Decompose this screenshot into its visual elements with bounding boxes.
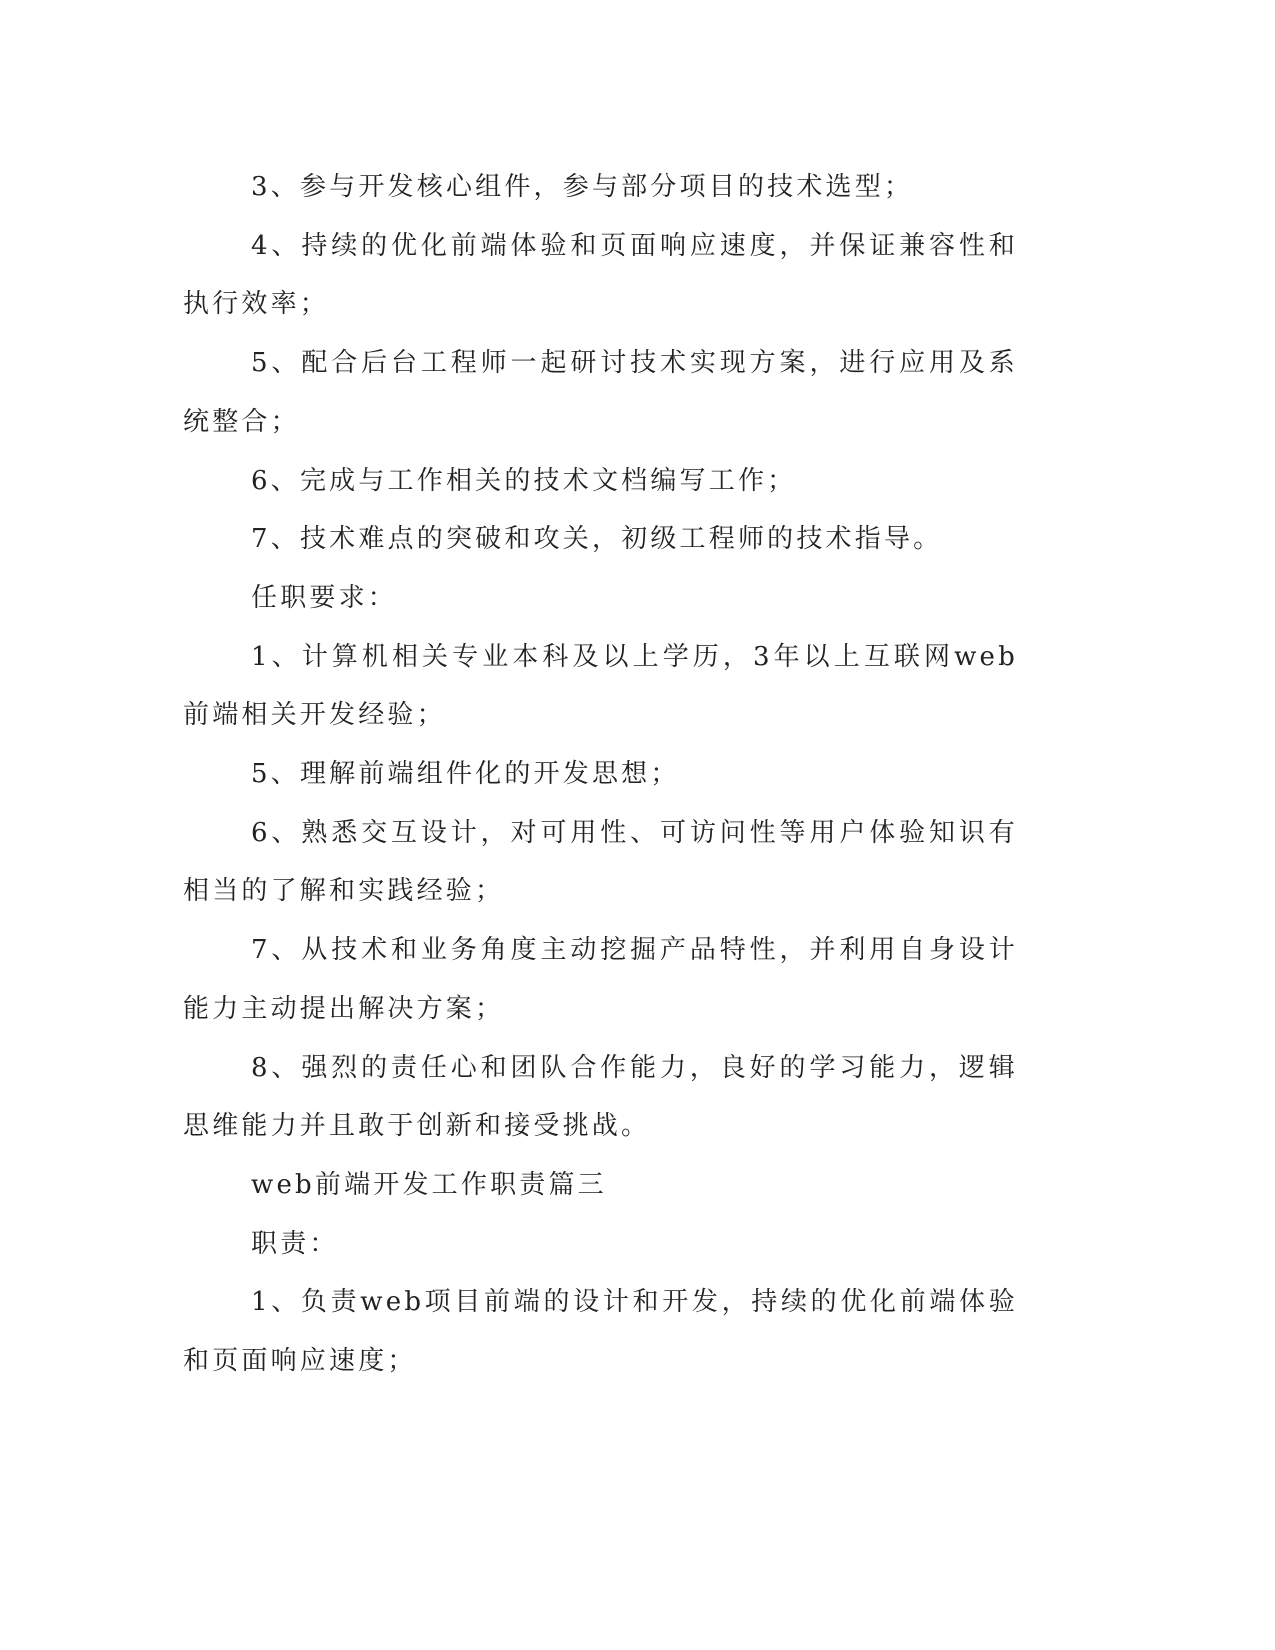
paragraph-duty-4: 4、持续的优化前端体验和页面响应速度，并保证兼容性和执行效率； [183,230,1018,320]
paragraph-duty-3: 3、参与开发核心组件，参与部分项目的技术选型； [251,172,914,202]
paragraph-requirement-5: 5、理解前端组件化的开发思想； [251,759,680,790]
paragraph-requirement-8: 8、强烈的责任心和团队合作能力，良好的学习能力，逻辑思维能力并且敢于创新和接受挑战。 [183,1052,1018,1142]
paragraph-requirement-1: 1、计算机相关专业本科及以上学历，3年以上互联网web前端相关开发经验； [183,641,1018,731]
paragraph-duty-7: 7、技术难点的突破和攻关，初级工程师的技术指导。 [251,524,943,555]
document-body [183,158,1018,1391]
paragraph-duty-5: 5、配合后台工程师一起研讨技术实现方案，进行应用及系统整合； [183,348,1018,437]
section-heading-requirements: 任职要求： [251,582,398,613]
paragraph-requirement-6: 6、熟悉交互设计，对可用性、可访问性等用户体验知识有相当的了解和实践经验； [183,817,1018,907]
paragraph-part3-duty-1: 1、负责web项目前端的设计和开发，持续的优化前端体验和页面响应速度； [183,1287,1018,1377]
section-title-part-three: web前端开发工作职责篇三 [251,1169,607,1200]
section-heading-duties: 职责： [251,1228,339,1259]
paragraph-duty-6: 6、完成与工作相关的技术文档编写工作； [251,465,797,496]
paragraph-requirement-7: 7、从技术和业务角度主动挖掘产品特性，并利用自身设计能力主动提出解决方案； [183,935,1018,1024]
